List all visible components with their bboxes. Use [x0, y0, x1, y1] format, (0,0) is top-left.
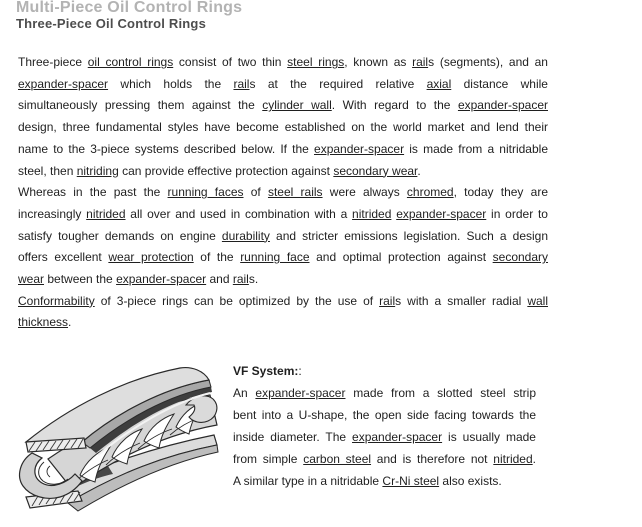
- glossary-link[interactable]: expander-spacer: [457, 98, 548, 113]
- text-run: of: [243, 185, 268, 200]
- text-run: increasingly: [18, 206, 87, 221]
- text-run: is made from a nitridable: [404, 141, 548, 156]
- glossary-link[interactable]: nitriding: [76, 163, 119, 178]
- text-run: Three-piece: [18, 55, 88, 69]
- text-line: [233, 470, 536, 492]
- glossary-link[interactable]: durability: [221, 228, 270, 243]
- text-line: [233, 426, 536, 448]
- text-line: [18, 95, 548, 117]
- text-run: s.: [248, 272, 259, 287]
- text-run: s with a smaller radial: [395, 293, 528, 308]
- glossary-link[interactable]: running faces: [167, 185, 244, 200]
- text-run: offers excellent: [18, 250, 109, 265]
- text-line: [18, 161, 548, 183]
- text-run: satisfy tougher demands on engine: [18, 228, 222, 243]
- text-run: , known as: [344, 55, 413, 69]
- ring-illustration: [14, 363, 226, 515]
- glossary-link[interactable]: chromed: [406, 185, 454, 200]
- text-run: .: [532, 452, 536, 466]
- glossary-link[interactable]: rail: [412, 55, 429, 69]
- text-run: from simple: [233, 452, 304, 466]
- text-run: s (segments), and an: [428, 55, 548, 69]
- vf-system-section: [233, 360, 536, 492]
- glossary-link[interactable]: running face: [240, 250, 310, 265]
- glossary-link[interactable]: steel rails: [267, 185, 323, 200]
- text-line: [18, 52, 548, 74]
- text-run: which holds the: [108, 76, 234, 91]
- glossary-link[interactable]: axial: [426, 76, 452, 91]
- text-run: distance while: [451, 76, 548, 91]
- text-line: [18, 247, 548, 269]
- text-line: [18, 139, 548, 161]
- text-run: Whereas in the past the: [18, 185, 168, 200]
- glossary-link[interactable]: nitrided: [493, 452, 533, 466]
- glossary-link[interactable]: oil control rings: [87, 55, 174, 69]
- text-run: and is therefore not: [371, 452, 494, 466]
- glossary-link[interactable]: rail: [232, 272, 249, 287]
- text-run: were always: [322, 185, 407, 200]
- text-run: bent into a U-shape, the open side facing towards the: [233, 408, 536, 422]
- glossary-link[interactable]: wear protection: [108, 250, 194, 265]
- glossary-link[interactable]: secondary wear: [333, 163, 418, 178]
- text-line: [18, 74, 548, 96]
- glossary-link[interactable]: carbon steel: [303, 452, 372, 466]
- glossary-link[interactable]: wall: [527, 293, 548, 308]
- text-run: steel, then: [18, 163, 77, 178]
- glossary-link[interactable]: nitrided: [86, 206, 126, 221]
- text-run: all over and used in combination with a: [125, 206, 353, 221]
- text-line: [18, 182, 548, 204]
- text-line: [233, 382, 536, 404]
- text-run: name to the 3-piece systems described below. If the: [18, 141, 315, 156]
- text-run: and stricter emissions legislation. Such a design: [269, 228, 549, 243]
- ring-illustration-drawing: [14, 363, 226, 515]
- text-line: [233, 448, 536, 470]
- glossary-link[interactable]: wear: [18, 272, 45, 287]
- text-line: [18, 312, 548, 334]
- text-line: [18, 269, 548, 291]
- text-run: made from a slotted steel strip: [345, 386, 536, 400]
- page-title: Multi-Piece Oil Control Rings: [16, 0, 243, 16]
- text-run: inside diameter. The: [233, 430, 353, 444]
- text-run: design, three fundamental styles have become established on the world market and lend their: [18, 120, 548, 135]
- article-body: [18, 52, 548, 334]
- text-run: and optimal protection against: [309, 250, 493, 265]
- glossary-link[interactable]: rail: [379, 293, 396, 308]
- glossary-link[interactable]: expander-spacer: [352, 430, 443, 444]
- glossary-link[interactable]: expander-spacer: [314, 141, 405, 156]
- glossary-link[interactable]: nitrided: [352, 206, 392, 221]
- text-run: A similar type in a nitridable: [233, 474, 383, 488]
- text-run: .: [417, 163, 421, 178]
- text-run: simultaneously pressing them against the: [18, 98, 263, 113]
- vf-system-heading-colon: :: [298, 364, 302, 378]
- glossary-link[interactable]: rail: [233, 76, 250, 91]
- text-line: [18, 204, 548, 226]
- text-line: [18, 117, 548, 139]
- text-line: [18, 226, 548, 248]
- vf-system-body: [233, 382, 536, 492]
- text-run: An: [233, 386, 256, 400]
- page-subtitle: Three-Piece Oil Control Rings: [16, 16, 206, 31]
- glossary-link[interactable]: Cr-Ni steel: [382, 474, 440, 488]
- text-run: is usually made: [442, 430, 536, 444]
- text-run: can provide effective protection against: [118, 163, 334, 178]
- glossary-link[interactable]: expander-spacer: [116, 272, 207, 287]
- vf-system-heading: [233, 360, 536, 382]
- text-run: and: [206, 272, 233, 287]
- glossary-link[interactable]: steel rings: [287, 55, 345, 69]
- vf-system-heading-label: VF System:: [233, 364, 299, 378]
- text-run: s at the required relative: [249, 76, 427, 91]
- glossary-link[interactable]: secondary: [492, 250, 549, 265]
- glossary-link[interactable]: thickness: [18, 315, 69, 330]
- text-line: [233, 404, 536, 426]
- text-run: also exists.: [439, 474, 502, 488]
- text-run: of the: [193, 250, 241, 265]
- text-run: of 3-piece rings can be optimized by the use of: [94, 293, 380, 308]
- text-run: consist of two thin: [173, 55, 288, 69]
- glossary-link[interactable]: expander-spacer: [255, 386, 346, 400]
- glossary-link[interactable]: expander-spacer: [18, 76, 109, 91]
- glossary-link[interactable]: Conformability: [18, 293, 95, 308]
- text-line: [18, 291, 548, 313]
- text-run: .: [68, 315, 72, 330]
- glossary-link[interactable]: cylinder wall: [262, 98, 332, 113]
- text-run: , today they are: [453, 185, 549, 200]
- text-run: in order to: [486, 206, 548, 221]
- glossary-link[interactable]: expander-spacer: [396, 206, 487, 221]
- text-run: . With regard to the: [331, 98, 458, 113]
- text-run: between the: [44, 272, 117, 287]
